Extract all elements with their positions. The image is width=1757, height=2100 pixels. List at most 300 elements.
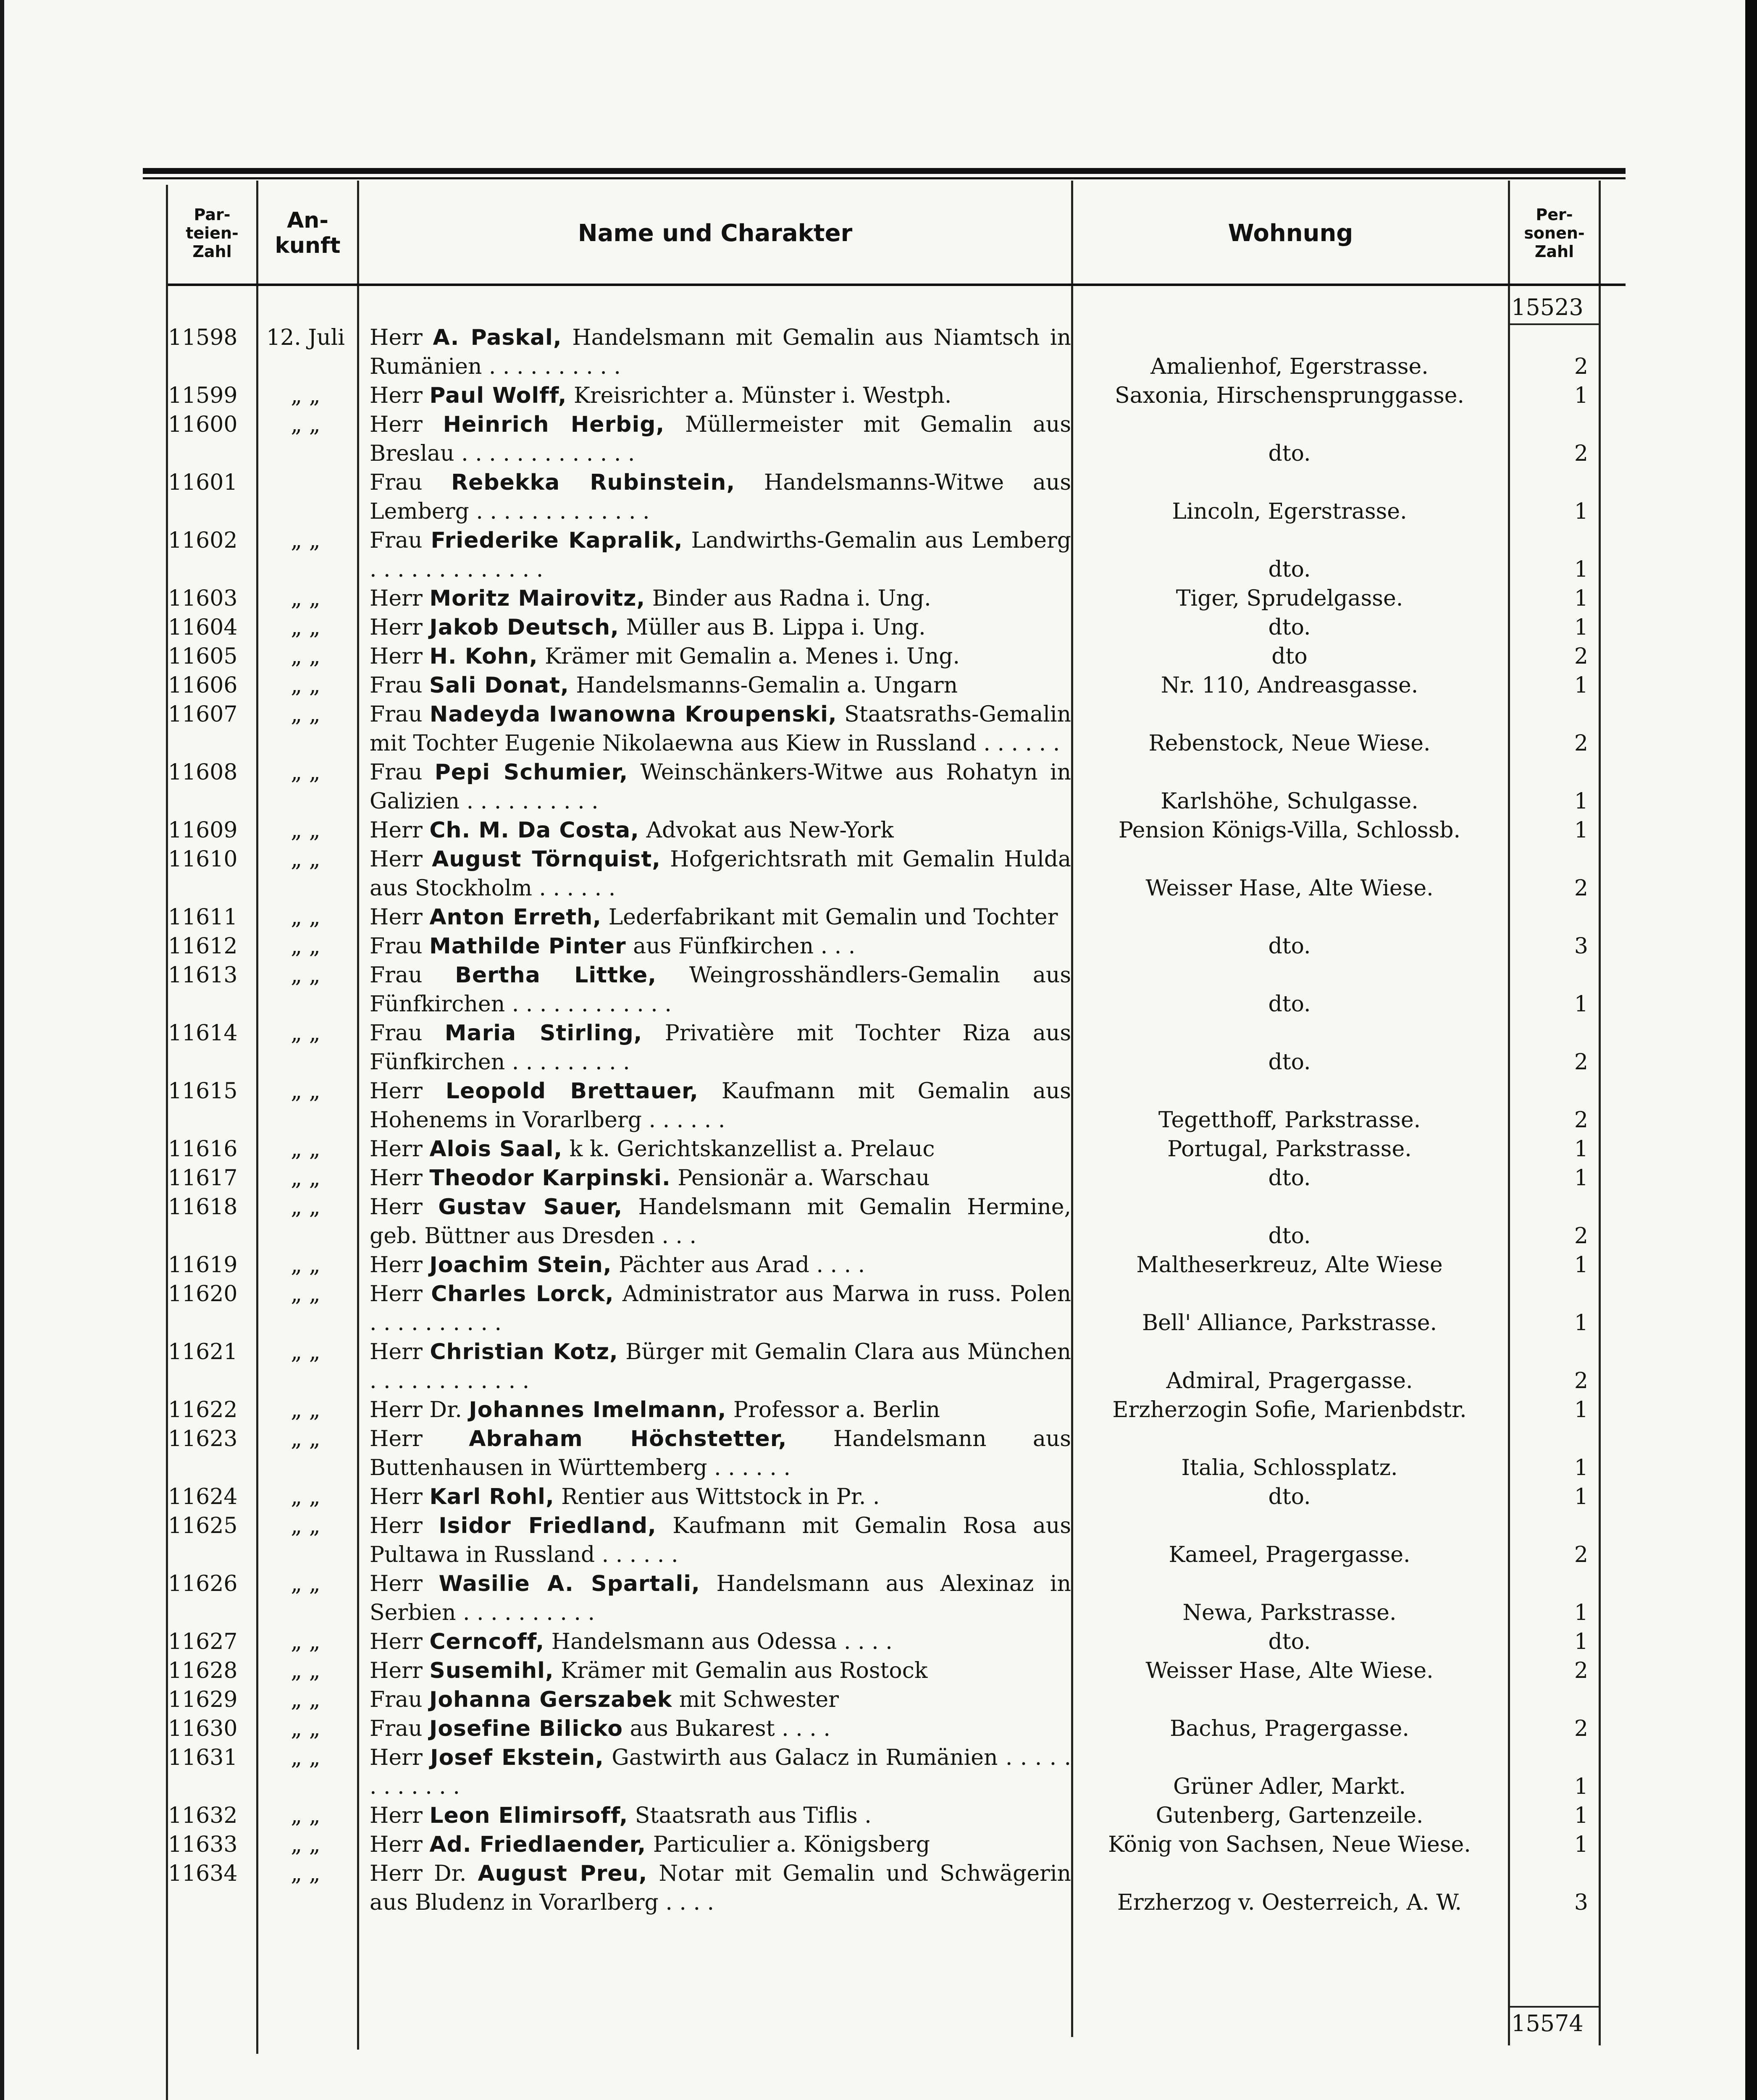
title: Herr bbox=[370, 1339, 423, 1365]
ankunft-date: „ „ bbox=[291, 1281, 320, 1307]
description: aus Bukarest . . . . bbox=[622, 1716, 830, 1741]
title: Herr bbox=[370, 586, 423, 611]
parteien-zahl: 11614 bbox=[168, 1021, 238, 1046]
title: Herr bbox=[370, 615, 423, 640]
ankunft-date: „ „ bbox=[291, 1252, 320, 1278]
title: Herr bbox=[370, 1832, 423, 1857]
personen-zahl: 3 bbox=[1574, 1890, 1588, 1915]
description: Krämer mit Gemalin aus Rostock bbox=[554, 1658, 928, 1683]
title: Herr bbox=[370, 644, 423, 669]
name-charakter bbox=[357, 1396, 1071, 1425]
personen-zahl: 2 bbox=[1574, 644, 1588, 669]
wohnung: Admiral, Pragergasse. bbox=[1166, 1368, 1413, 1394]
name-charakter bbox=[357, 584, 1071, 613]
table-row bbox=[143, 1425, 1626, 1483]
header-personen-zahl: Per- sonen- Zahl bbox=[1524, 205, 1585, 261]
guest-name: Isidor Friedland, bbox=[439, 1513, 657, 1538]
guest-name: Abraham Höchstetter, bbox=[469, 1426, 787, 1452]
ankunft-date: „ „ bbox=[291, 760, 320, 785]
parteien-zahl: 11603 bbox=[168, 586, 238, 611]
title: Herr bbox=[370, 1629, 423, 1654]
personen-zahl: 2 bbox=[1574, 1716, 1588, 1741]
guest-name: Sali Donat, bbox=[429, 673, 569, 698]
table-row bbox=[143, 845, 1626, 903]
wohnung: Italia, Schlossplatz. bbox=[1181, 1455, 1398, 1480]
ankunft-date: „ „ bbox=[291, 1687, 320, 1712]
guest-name: Johanna Gerszabek bbox=[429, 1687, 672, 1712]
personen-zahl: 1 bbox=[1574, 1137, 1588, 1162]
wohnung: König von Sachsen, Neue Wiese. bbox=[1108, 1832, 1471, 1857]
description: Binder aus Radna i. Ung. bbox=[645, 586, 931, 611]
ankunft-date: „ „ bbox=[291, 1397, 320, 1423]
ankunft-date: „ „ bbox=[291, 1166, 320, 1191]
table-row bbox=[143, 1193, 1626, 1251]
title: Herr bbox=[370, 1861, 423, 1886]
table-row bbox=[143, 526, 1626, 584]
name-prefix: Dr. bbox=[434, 1861, 478, 1886]
title: Herr bbox=[370, 818, 423, 843]
guest-name: August Törnquist, bbox=[432, 847, 661, 872]
table-row bbox=[143, 1685, 1626, 1714]
guest-name: Moritz Mairovitz, bbox=[429, 586, 646, 611]
title: Herr bbox=[370, 1281, 423, 1307]
ankunft-date: „ „ bbox=[291, 818, 320, 843]
description: Bürger mit Gemalin Clara aus München . . . . . . . . . . . . bbox=[370, 1339, 1071, 1394]
register-rows bbox=[143, 323, 1626, 1917]
guest-name: Rebekka Rubinstein, bbox=[451, 470, 735, 495]
description: Krämer mit Gemalin a. Menes i. Ung. bbox=[538, 644, 960, 669]
name-charakter bbox=[357, 1656, 1071, 1685]
table-row bbox=[143, 381, 1626, 410]
ankunft-date: „ „ bbox=[291, 586, 320, 611]
parteien-zahl: 11602 bbox=[168, 528, 238, 553]
guest-name: Wasilie A. Spartali, bbox=[439, 1571, 700, 1596]
ankunft-date: „ „ bbox=[291, 905, 320, 930]
personen-zahl: 1 bbox=[1574, 1397, 1588, 1423]
description: Lederfabrikant mit Gemalin und Tochter bbox=[601, 905, 1058, 930]
ankunft-date: „ „ bbox=[291, 1861, 320, 1886]
name-charakter bbox=[357, 1483, 1071, 1512]
wohnung: dto. bbox=[1268, 992, 1311, 1017]
table-row bbox=[143, 584, 1626, 613]
guest-name: Leon Elimirsoff, bbox=[429, 1803, 628, 1828]
table-row bbox=[143, 468, 1626, 526]
name-charakter bbox=[357, 613, 1071, 642]
table-row bbox=[143, 932, 1626, 961]
title: Herr bbox=[370, 1658, 423, 1683]
description: Handelsmanns-Gemalin a. Ungarn bbox=[569, 673, 958, 698]
parteien-zahl: 11630 bbox=[168, 1716, 238, 1741]
guest-name: Friederike Kapralik, bbox=[431, 528, 683, 553]
wohnung: dto. bbox=[1268, 1166, 1311, 1191]
description: mit Schwester bbox=[672, 1687, 839, 1712]
parteien-zahl: 11609 bbox=[168, 818, 238, 843]
name-charakter bbox=[357, 845, 1071, 903]
ankunft-date: „ „ bbox=[291, 615, 320, 640]
title: Herr bbox=[370, 383, 423, 408]
description: Weingrosshändlers-Gemalin aus Fünfkirchen . . . . . . . . . . . . bbox=[370, 963, 1072, 1017]
guest-name: Josefine Bilicko bbox=[429, 1716, 623, 1741]
final-total-rule bbox=[1510, 2006, 1599, 2008]
guest-name: Gustav Sauer, bbox=[438, 1194, 623, 1220]
ankunft-date: „ „ bbox=[291, 1484, 320, 1509]
parteien-zahl: 11626 bbox=[168, 1571, 238, 1596]
ankunft-date: „ „ bbox=[291, 412, 320, 437]
title: Herr bbox=[370, 847, 423, 872]
name-charakter bbox=[357, 323, 1071, 381]
table-row bbox=[143, 961, 1626, 1019]
guest-name: Ad. Friedlaender, bbox=[429, 1832, 646, 1857]
parteien-zahl: 11623 bbox=[168, 1426, 238, 1452]
parteien-zahl: 11619 bbox=[168, 1252, 238, 1278]
table-row bbox=[143, 323, 1626, 381]
parteien-zahl: 11633 bbox=[168, 1832, 238, 1857]
wohnung: Erzherzogin Sofie, Marienbdstr. bbox=[1112, 1397, 1467, 1423]
parteien-zahl: 11617 bbox=[168, 1166, 238, 1191]
description: Weinschänkers-Witwe aus Rohatyn in Galizien . . . . . . . . . . bbox=[370, 760, 1072, 814]
wohnung: Erzherzog v. Oesterreich, A. W. bbox=[1117, 1890, 1462, 1915]
table-row bbox=[143, 1396, 1626, 1425]
name-charakter bbox=[357, 410, 1071, 468]
title: Herr bbox=[370, 1137, 423, 1162]
title: Herr bbox=[370, 1484, 423, 1509]
parteien-zahl: 11616 bbox=[168, 1137, 238, 1162]
wohnung: Weisser Hase, Alte Wiese. bbox=[1145, 1658, 1434, 1683]
table-row bbox=[143, 1512, 1626, 1570]
guest-name: Pepi Schumier, bbox=[434, 760, 628, 785]
name-charakter bbox=[357, 1714, 1071, 1743]
parteien-zahl: 11607 bbox=[168, 702, 238, 727]
title: Frau bbox=[370, 934, 423, 959]
name-charakter bbox=[357, 700, 1071, 758]
description: Gastwirth aus Galacz in Rumänien . . . . . . . . . . . . bbox=[370, 1745, 1072, 1799]
name-charakter bbox=[357, 1512, 1071, 1570]
guest-name: Maria Stirling, bbox=[444, 1021, 643, 1046]
description: Pensionär a. Warschau bbox=[670, 1166, 930, 1191]
parteien-zahl: 11621 bbox=[168, 1339, 238, 1365]
personen-zahl: 2 bbox=[1574, 1223, 1588, 1249]
title: Herr bbox=[370, 1194, 423, 1220]
ankunft-date: „ „ bbox=[291, 1571, 320, 1596]
description: Handelsmann mit Gemalin aus Niamtsch in Rumänien . . . . . . . . . . bbox=[370, 325, 1071, 379]
title: Frau bbox=[370, 760, 423, 785]
wohnung: dto. bbox=[1268, 615, 1311, 640]
description: Handelsmann aus Alexinaz in Serbien . . . . . . . . . . bbox=[370, 1571, 1072, 1625]
parteien-zahl: 11618 bbox=[168, 1194, 238, 1220]
ankunft-date: „ „ bbox=[291, 673, 320, 698]
name-charakter bbox=[357, 1019, 1071, 1077]
header-parteien-zahl: Par- teien- Zahl bbox=[186, 205, 239, 261]
header-ankunft: An- kunft bbox=[275, 208, 341, 258]
title: Herr bbox=[370, 412, 423, 437]
name-charakter bbox=[357, 1077, 1071, 1135]
guest-name: August Preu, bbox=[478, 1861, 648, 1886]
wohnung: Lincoln, Egerstrasse. bbox=[1172, 499, 1407, 524]
description: Professor a. Berlin bbox=[726, 1397, 940, 1423]
description: Müller aus B. Lippa i. Ung. bbox=[619, 615, 926, 640]
table-row bbox=[143, 758, 1626, 816]
table-row bbox=[143, 1656, 1626, 1685]
ankunft-date: „ „ bbox=[291, 1716, 320, 1741]
personen-zahl: 2 bbox=[1574, 1108, 1588, 1133]
table-row bbox=[143, 1801, 1626, 1830]
wohnung: Karlshöhe, Schulgasse. bbox=[1161, 789, 1418, 814]
personen-zahl: 1 bbox=[1574, 499, 1588, 524]
name-charakter bbox=[357, 468, 1071, 526]
personen-zahl bbox=[1508, 1685, 1597, 1714]
description: Staatsrath aus Tiflis . bbox=[628, 1803, 872, 1828]
parteien-zahl: 11628 bbox=[168, 1658, 238, 1683]
name-charakter bbox=[357, 1628, 1071, 1656]
table-row bbox=[143, 816, 1626, 845]
ankunft-date: „ „ bbox=[291, 963, 320, 988]
guest-name: Leopold Brettauer, bbox=[445, 1079, 699, 1104]
personen-zahl: 1 bbox=[1574, 1484, 1588, 1509]
ankunft-date: „ „ bbox=[291, 1745, 320, 1770]
personen-zahl: 2 bbox=[1574, 441, 1588, 466]
personen-zahl: 1 bbox=[1574, 1629, 1588, 1654]
final-total: 15574 bbox=[1511, 2010, 1584, 2037]
parteien-zahl: 11627 bbox=[168, 1629, 238, 1654]
parteien-zahl: 11613 bbox=[168, 963, 238, 988]
table-row bbox=[143, 410, 1626, 468]
title: Frau bbox=[370, 963, 423, 988]
ankunft-date: „ „ bbox=[291, 1021, 320, 1046]
parteien-zahl: 11611 bbox=[168, 905, 238, 930]
wohnung: Amalienhof, Egerstrasse. bbox=[1150, 354, 1429, 379]
parteien-zahl: 11622 bbox=[168, 1397, 238, 1423]
parteien-zahl: 11606 bbox=[168, 673, 238, 698]
wohnung: dto. bbox=[1268, 1050, 1311, 1075]
title: Frau bbox=[370, 673, 423, 698]
guest-name: Karl Rohl, bbox=[429, 1484, 554, 1509]
ankunft-date: „ „ bbox=[291, 644, 320, 669]
wohnung: Gutenberg, Gartenzeile. bbox=[1156, 1803, 1423, 1828]
parteien-zahl: 11620 bbox=[168, 1281, 238, 1307]
wohnung: dto. bbox=[1268, 1484, 1311, 1509]
wohnung: Tegetthoff, Parkstrasse. bbox=[1158, 1108, 1421, 1133]
table-row bbox=[143, 1338, 1626, 1396]
guest-name: Nadeyda Iwanowna Kroupenski, bbox=[429, 702, 837, 727]
header-wohnung: Wohnung bbox=[1228, 219, 1353, 247]
guest-name: Ch. M. Da Costa, bbox=[429, 818, 639, 843]
header-rule bbox=[168, 284, 1626, 286]
guest-name: Paul Wolff, bbox=[429, 383, 567, 408]
title: Frau bbox=[370, 470, 423, 495]
personen-zahl: 2 bbox=[1574, 731, 1588, 756]
wohnung: Pension Königs-Villa, Schlossb. bbox=[1118, 818, 1461, 843]
personen-zahl: 2 bbox=[1574, 1050, 1588, 1075]
title: Herr bbox=[370, 1426, 423, 1452]
personen-zahl: 1 bbox=[1574, 586, 1588, 611]
description: Kaufmann mit Gemalin Rosa aus Pultawa in Russland . . . . . . bbox=[370, 1513, 1072, 1567]
personen-zahl: 1 bbox=[1574, 992, 1588, 1017]
guest-name: H. Kohn, bbox=[429, 644, 538, 669]
guest-name: Alois Saal, bbox=[429, 1137, 563, 1162]
table-row bbox=[143, 1743, 1626, 1801]
ankunft-date bbox=[254, 468, 357, 526]
description: Kaufmann mit Gemalin aus Hohenems in Vorarlberg . . . . . . bbox=[370, 1079, 1071, 1133]
name-charakter bbox=[357, 1164, 1071, 1193]
ankunft-date: „ „ bbox=[291, 1803, 320, 1828]
name-charakter bbox=[357, 903, 1071, 932]
name-charakter bbox=[357, 1193, 1071, 1251]
table-row bbox=[143, 671, 1626, 700]
parteien-zahl: 11612 bbox=[168, 934, 238, 959]
description: Müllermeister mit Gemalin aus Breslau . . . . . . . . . . . . . bbox=[370, 412, 1072, 466]
title: Frau bbox=[370, 1687, 423, 1712]
description: aus Fünfkirchen . . . bbox=[626, 934, 856, 959]
description: Landwirths-Gemalin aus Lemberg . . . . . . . . . . . . . bbox=[370, 528, 1071, 582]
title: Herr bbox=[370, 1745, 423, 1770]
table-row bbox=[143, 1280, 1626, 1338]
description: Kreisrichter a. Münster i. Westph. bbox=[567, 383, 952, 408]
table-row bbox=[143, 700, 1626, 758]
wohnung bbox=[1071, 903, 1508, 932]
name-charakter bbox=[357, 526, 1071, 584]
description: Handelsmann aus Buttenhausen in Württemberg . . . . . . bbox=[370, 1426, 1071, 1480]
table-row bbox=[143, 1570, 1626, 1628]
name-charakter bbox=[357, 1801, 1071, 1830]
name-charakter bbox=[357, 1280, 1071, 1338]
guest-name: Mathilde Pinter bbox=[429, 934, 626, 959]
table-row bbox=[143, 1164, 1626, 1193]
personen-zahl: 2 bbox=[1574, 1542, 1588, 1567]
top-rule-secondary bbox=[143, 177, 1626, 179]
description: Hofgerichtsrath mit Gemalin Hulda aus Stockholm . . . . . . bbox=[370, 847, 1072, 901]
title: Herr bbox=[370, 1397, 423, 1423]
title: Herr bbox=[370, 1803, 423, 1828]
ankunft-date: „ „ bbox=[291, 383, 320, 408]
top-rule bbox=[143, 168, 1626, 174]
ankunft-date: „ „ bbox=[291, 702, 320, 727]
personen-zahl: 1 bbox=[1574, 1455, 1588, 1480]
parteien-zahl: 11610 bbox=[168, 847, 238, 872]
ankunft-date: „ „ bbox=[291, 1832, 320, 1857]
wohnung: Newa, Parkstrasse. bbox=[1182, 1600, 1397, 1625]
personen-zahl: 1 bbox=[1574, 557, 1588, 582]
table-row bbox=[143, 1830, 1626, 1859]
description: Particulier a. Königsberg bbox=[646, 1832, 930, 1857]
wohnung: dto. bbox=[1268, 934, 1311, 959]
name-charakter bbox=[357, 1135, 1071, 1164]
personen-zahl: 1 bbox=[1574, 1252, 1588, 1278]
guest-name: Susemihl, bbox=[429, 1658, 554, 1683]
description: k k. Gerichtskanzellist a. Prelauc bbox=[562, 1137, 935, 1162]
ankunft-date: „ „ bbox=[291, 934, 320, 959]
wohnung: dto. bbox=[1268, 1629, 1311, 1654]
personen-zahl bbox=[1508, 903, 1597, 932]
title: Herr bbox=[370, 1513, 423, 1538]
guest-name: Bertha Littke, bbox=[455, 963, 657, 988]
wohnung: Grüner Adler, Markt. bbox=[1173, 1774, 1406, 1799]
table-row bbox=[143, 1019, 1626, 1077]
personen-zahl: 1 bbox=[1574, 615, 1588, 640]
table-row bbox=[143, 1251, 1626, 1280]
name-charakter bbox=[357, 1338, 1071, 1396]
description: Privatière mit Tochter Riza aus Fünfkirchen . . . . . . . . . bbox=[370, 1021, 1072, 1075]
wohnung: dto. bbox=[1268, 557, 1311, 582]
guest-name: Joachim Stein, bbox=[429, 1252, 612, 1278]
ankunft-date: 12. Juli bbox=[266, 325, 345, 350]
guest-name: Johannes Imelmann, bbox=[469, 1397, 727, 1423]
guest-name: A. Paskal, bbox=[433, 325, 562, 350]
name-charakter bbox=[357, 1859, 1071, 1917]
wohnung: dto bbox=[1271, 644, 1308, 669]
personen-zahl: 1 bbox=[1574, 1310, 1588, 1336]
title: Frau bbox=[370, 528, 423, 553]
table-row bbox=[143, 903, 1626, 932]
guest-name: Anton Erreth, bbox=[429, 905, 602, 930]
title: Frau bbox=[370, 1021, 423, 1046]
title: Herr bbox=[370, 325, 423, 350]
table-row bbox=[143, 1135, 1626, 1164]
wohnung bbox=[1071, 1685, 1508, 1714]
personen-zahl: 2 bbox=[1574, 1368, 1588, 1394]
parteien-zahl: 11631 bbox=[168, 1745, 238, 1770]
description: Pächter aus Arad . . . . bbox=[612, 1252, 865, 1278]
description: Handelsmann mit Gemalin Hermine, geb. Büttner aus Dresden . . . bbox=[370, 1194, 1072, 1249]
personen-zahl: 1 bbox=[1574, 818, 1588, 843]
ankunft-date: „ „ bbox=[291, 1513, 320, 1538]
wohnung: Portugal, Parkstrasse. bbox=[1167, 1137, 1412, 1162]
guest-name: Jakob Deutsch, bbox=[429, 615, 619, 640]
personen-zahl: 2 bbox=[1574, 876, 1588, 901]
ankunft-date: „ „ bbox=[291, 1339, 320, 1365]
wohnung: Weisser Hase, Alte Wiese. bbox=[1145, 876, 1434, 901]
guest-name: Josef Ekstein, bbox=[430, 1745, 604, 1770]
wohnung: Nr. 110, Andreasgasse. bbox=[1161, 673, 1418, 698]
personen-zahl: 2 bbox=[1574, 354, 1588, 379]
table-row bbox=[143, 1859, 1626, 1917]
name-charakter bbox=[357, 816, 1071, 845]
personen-zahl: 1 bbox=[1574, 1832, 1588, 1857]
table-row bbox=[143, 1483, 1626, 1512]
guest-name: Cerncoff, bbox=[429, 1629, 545, 1654]
parteien-zahl: 11605 bbox=[168, 644, 238, 669]
parteien-zahl: 11629 bbox=[168, 1687, 238, 1712]
wohnung: Bell' Alliance, Parkstrasse. bbox=[1142, 1310, 1437, 1336]
title: Herr bbox=[370, 1166, 423, 1191]
personen-zahl: 1 bbox=[1574, 383, 1588, 408]
header-name-charakter: Name und Charakter bbox=[578, 219, 853, 247]
parteien-zahl: 11604 bbox=[168, 615, 238, 640]
ankunft-date: „ „ bbox=[291, 528, 320, 553]
name-charakter bbox=[357, 1685, 1071, 1714]
description: Rentier aus Wittstock in Pr. . bbox=[554, 1484, 880, 1509]
wohnung: Kameel, Pragergasse. bbox=[1169, 1542, 1410, 1567]
ankunft-date: „ „ bbox=[291, 1658, 320, 1683]
parteien-zahl: 11625 bbox=[168, 1513, 238, 1538]
wohnung: Rebenstock, Neue Wiese. bbox=[1148, 731, 1431, 756]
ankunft-date: „ „ bbox=[291, 1426, 320, 1452]
name-charakter bbox=[357, 1743, 1071, 1801]
table-row bbox=[143, 1628, 1626, 1656]
wohnung: Tiger, Sprudelgasse. bbox=[1176, 586, 1403, 611]
personen-zahl: 1 bbox=[1574, 673, 1588, 698]
personen-zahl: 1 bbox=[1574, 789, 1588, 814]
personen-zahl: 1 bbox=[1574, 1600, 1588, 1625]
register-table bbox=[143, 168, 1626, 2083]
personen-zahl: 2 bbox=[1574, 1658, 1588, 1683]
personen-zahl: 1 bbox=[1574, 1166, 1588, 1191]
personen-zahl: 3 bbox=[1574, 934, 1588, 959]
name-charakter bbox=[357, 1251, 1071, 1280]
wohnung: dto. bbox=[1268, 1223, 1311, 1249]
parteien-zahl: 11601 bbox=[168, 470, 238, 495]
carried-total: 15523 bbox=[1511, 294, 1584, 320]
parteien-zahl: 11632 bbox=[168, 1803, 238, 1828]
